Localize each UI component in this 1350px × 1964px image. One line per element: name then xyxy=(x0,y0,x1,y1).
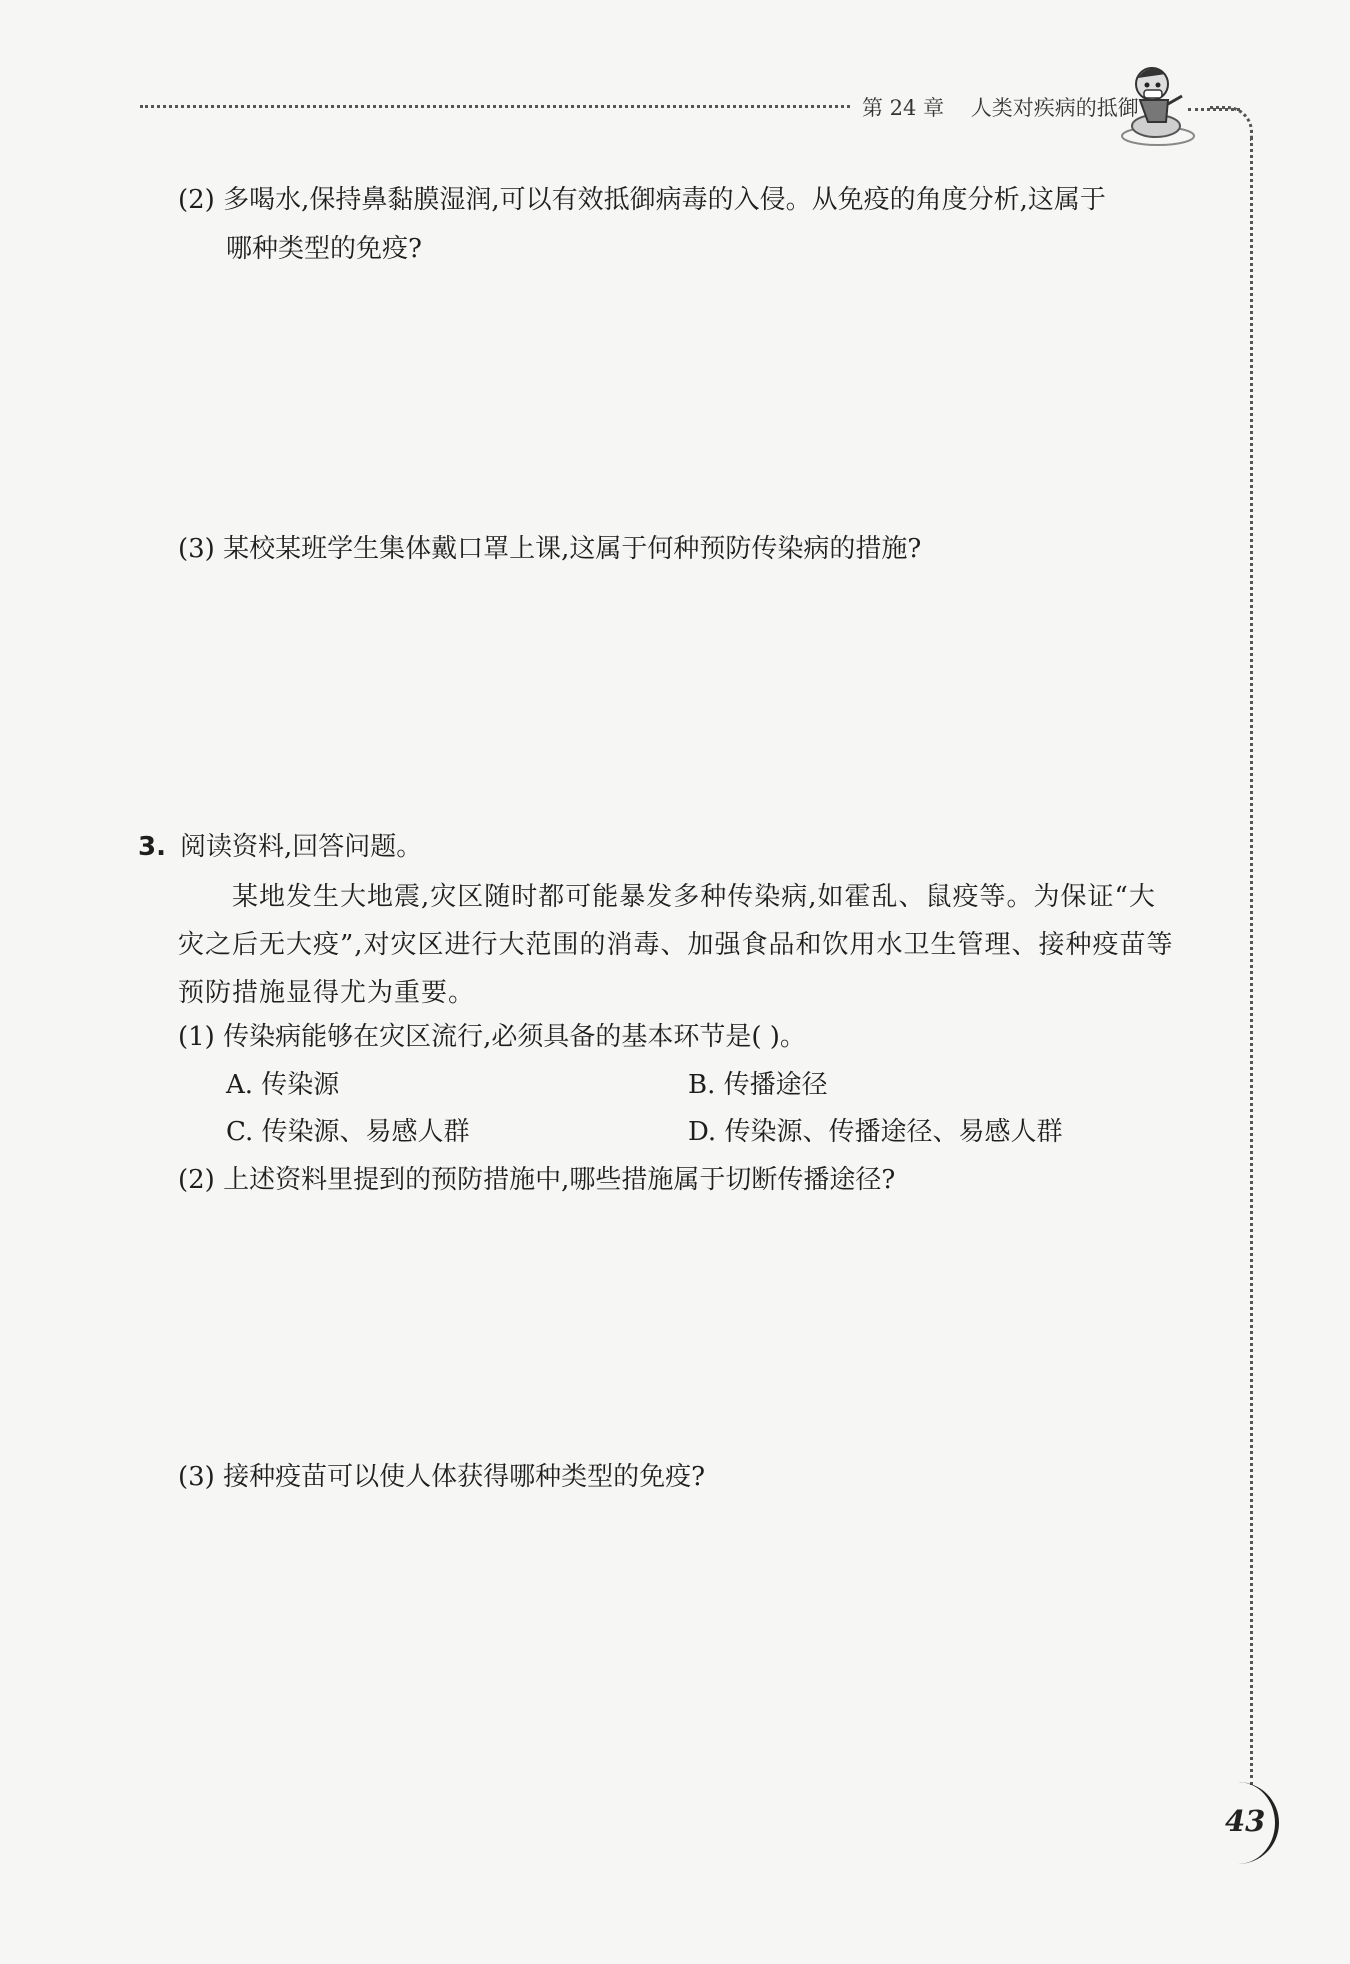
question-3-2: (2) 上述资料里提到的预防措施中,哪些措施属于切断传播途径? xyxy=(178,1165,896,1195)
page-number-badge xyxy=(1205,1782,1285,1868)
passage-line-2: 灾之后无大疫”,对灾区进行大范围的消毒、加强食品和饮用水卫生管理、接种疫苗等 xyxy=(178,930,1174,960)
question-3-3: (3) 接种疫苗可以使人体获得哪种类型的免疫? xyxy=(178,1462,706,1492)
header-dotted-rule xyxy=(140,105,850,108)
question-2-3: (3) 某校某班学生集体戴口罩上课,这属于何种预防传染病的措施? xyxy=(178,534,922,564)
option-b: B. 传播途径 xyxy=(688,1070,828,1100)
passage-line-1: 某地发生大地震,灾区随时都可能暴发多种传染病,如霍乱、鼠疫等。为保证“大 xyxy=(232,882,1156,912)
question-3-1: (1) 传染病能够在灾区流行,必须具备的基本环节是( )。 xyxy=(178,1022,806,1052)
option-d: D. 传染源、传播途径、易感人群 xyxy=(688,1117,1063,1147)
chapter-number: 第 24 章 xyxy=(862,96,945,120)
chapter-title: 人类对疾病的抵御 xyxy=(970,96,1139,120)
option-c: C. 传染源、易感人群 xyxy=(226,1117,470,1147)
question-3-text: 阅读资料,回答问题。 xyxy=(179,832,423,862)
passage-line-3: 预防措施显得尤为重要。 xyxy=(178,978,476,1008)
question-2-2-line2: 哪种类型的免疫? xyxy=(226,234,422,264)
mascot-icon xyxy=(1118,56,1198,146)
question-2-2-line1: (2) 多喝水,保持鼻黏膜湿润,可以有效抵御病毒的入侵。从免疫的角度分析,这属于 xyxy=(178,185,1106,215)
question-number: 3. xyxy=(138,832,166,862)
border-corner xyxy=(1210,106,1253,141)
question-3-stem xyxy=(138,830,422,864)
right-dotted-border xyxy=(1250,130,1253,1785)
option-a: A. 传染源 xyxy=(226,1070,340,1100)
chapter-header xyxy=(862,92,1139,122)
page-number: 43 xyxy=(1225,1804,1266,1838)
